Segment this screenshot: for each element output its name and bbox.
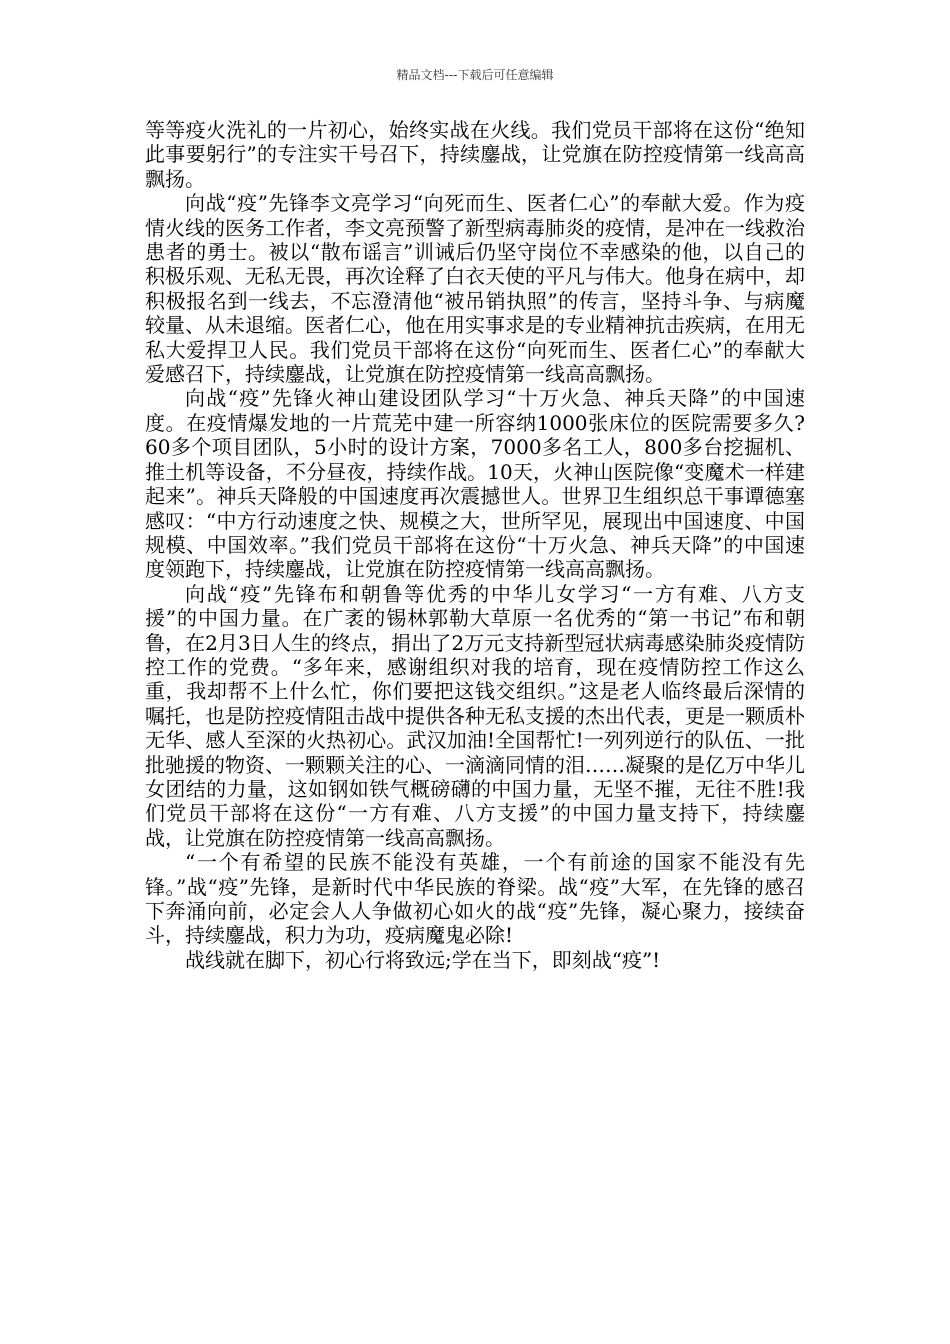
page-header: 精品文档---下载后可任意编辑	[396, 68, 554, 82]
paragraph-2: 向战“疫”先锋李文亮学习“向死而生、医者仁心”的奉献大爱。作为疫情火线的医务工作者，李文亮预警了新型病毒肺炎的疫情，是冲在一线救治患者的勇士。被以“散布谣言”训诫后仍坚守岗位不幸感染的他，以自己的积极乐观、无私无畏，再次诠释了白衣天使的平凡与伟大。他身在病中，却积极报名到一线去，不忘澄清他“被吊销执照”的传言，坚持斗争、与病魔较量、从未退缩。医者仁心，他在用实事求是的专业精神抗击疾病，在用无私大爱捍卫人民。我们党员干部将在这份“向死而生、医者仁心”的奉献大爱感召下，持续鏖战，让党旗在防控疫情第一线高高飘扬。	[145, 191, 805, 387]
paragraph-4: 向战“疫”先锋布和朝鲁等优秀的中华儿女学习“一方有难、八方支援”的中国力量。在广袤的锡林郭勒大草原一名优秀的“第一书记”布和朝鲁，在2月3日人生的终点，捐出了2万元支持新型冠状病毒感染肺炎疫情防控工作的党费。“多年来，感谢组织对我的培育，现在疫情防控工作这么重，我却帮不上什么忙，你们要把这钱交组织。”这是老人临终最后深情的嘱托，也是防控疫情阻击战中提供各种无私支援的杰出代表，更是一颗质朴无华、感人至深的火热初心。武汉加油!全国帮忙!一列列逆行的队伍、一批批驰援的物资、一颗颗关注的心、一滴滴同情的泪……凝聚的是亿万中华儿女团结的力量，这如钢如铁气概磅礴的中国力量，无坚不摧，无往不胜!我们党员干部将在这份“一方有难、八方支援”的中国力量支持下，持续鏖战，让党旗在防控疫情第一线高高飘扬。	[145, 581, 805, 850]
paragraph-3: 向战“疫”先锋火神山建设团队学习“十万火急、神兵天降”的中国速度。在疫情爆发地的一片荒芜中建一所容纳1000张床位的医院需要多久?60多个项目团队，5小时的设计方案，7000多名工人，800多台挖掘机、推土机等设备，不分昼夜，持续作战。10天，火神山医院像“变魔术一样建起来”。神兵天降般的中国速度再次震撼世人。世界卫生组织总干事谭德塞感叹：“中方行动速度之快、规模之大，世所罕见，展现出中国速度、中国规模、中国效率。”我们党员干部将在这份“十万火急、神兵天降”的中国速度领跑下，持续鏖战，让党旗在防控疫情第一线高高飘扬。	[145, 386, 805, 582]
paragraph-1: 等等疫火洗礼的一片初心，始终实战在火线。我们党员干部将在这份“绝知此事要躬行”的专注实干号召下，持续鏖战，让党旗在防控疫情第一线高高飘扬。	[145, 118, 805, 191]
paragraph-6: 战线就在脚下，初心行将致远;学在当下，即刻战“疫”!	[185, 947, 661, 972]
paragraph-5: “一个有希望的民族不能没有英雄，一个有前途的国家不能没有先锋。”战“疫”先锋，是新时代中华民族的脊梁。战“疫”大军，在先锋的感召下奔涌向前，必定会人人争做初心如火的战“疫”先锋，凝心聚力，接续奋斗，持续鏖战，积力为功，疫病魔鬼必除!	[145, 850, 805, 948]
document-body	[145, 118, 805, 972]
